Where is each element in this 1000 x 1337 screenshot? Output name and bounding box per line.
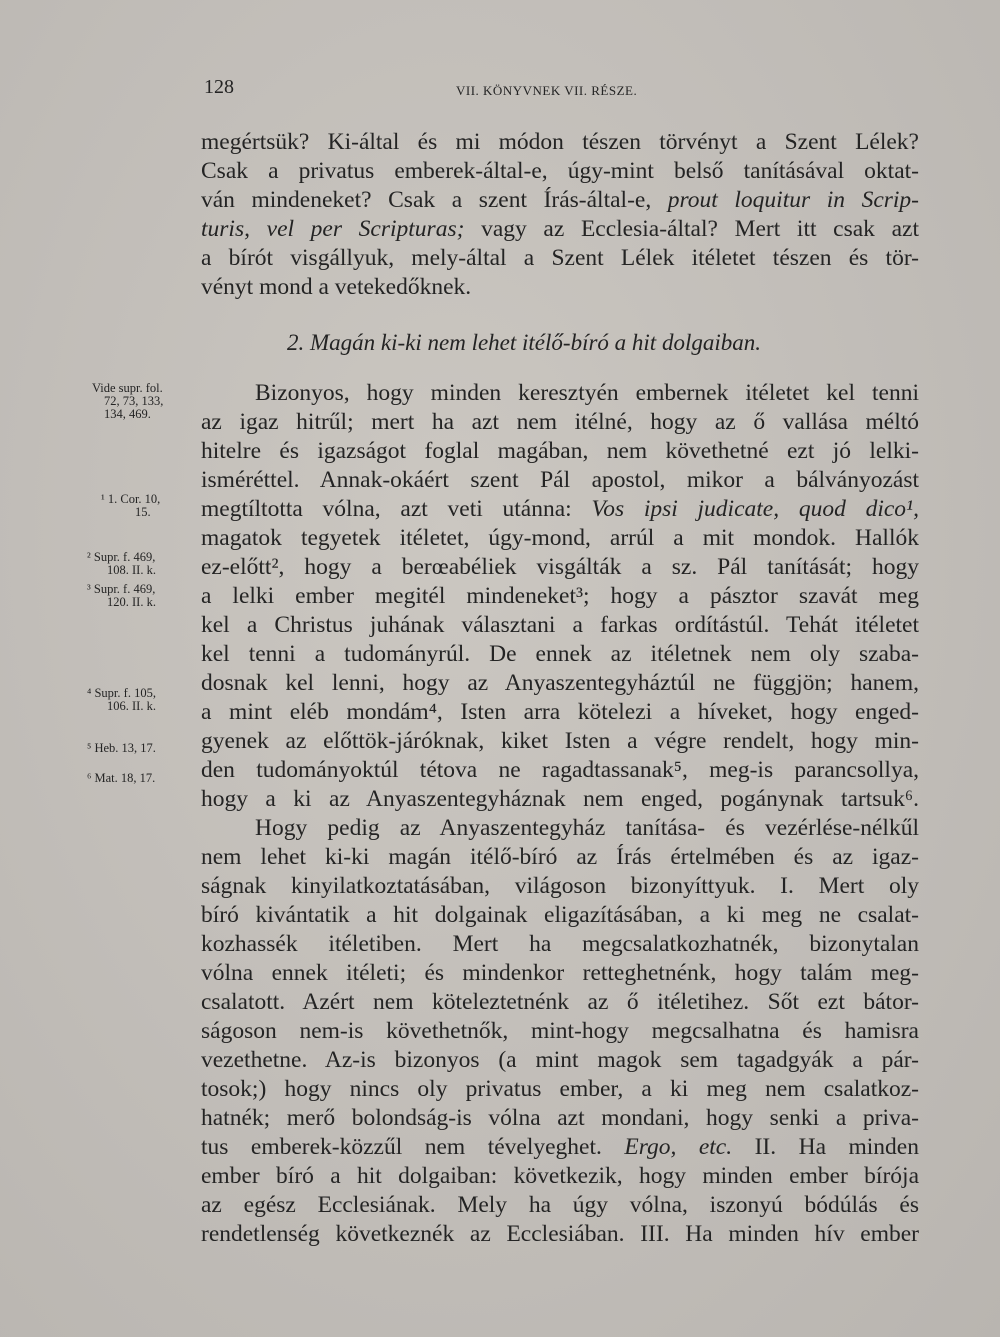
margin-note-line: 134, 469. [104, 407, 151, 421]
margin-note-line: Vide supr. fol. [92, 381, 163, 395]
text-run: ván mindeneket? Csak a szent Írás-által-e, [201, 187, 668, 213]
text-line: hogy a ki az Anyaszentegyháznak nem enged, pogánynak tartsuk⁶. [201, 786, 919, 812]
margin-note [87, 742, 156, 755]
text-line: den tudományoktúl tétova ne ragadtassanak⁵, meg-is parancsollya, [201, 757, 919, 783]
margin-note [87, 687, 156, 713]
margin-note-line: ¹ 1. Cor. 10, [101, 492, 161, 506]
text-run: vagy az Ecclesia-által? Mert itt csak azt [464, 216, 919, 242]
margin-note-line: ⁵ Heb. 13, 17. [87, 741, 156, 755]
text-line: ságnak kinyilatkoztatásában, világoson bizonyíttyuk. I. Mert oly [201, 873, 919, 899]
text-run: tus emberek-közzűl nem tévelyeghet. [201, 1134, 625, 1160]
text-line: ember bíró a hit dolgaiban: következik, hogy minden ember bírója [201, 1163, 919, 1189]
margin-note-line: ³ Supr. f. 469, [87, 582, 156, 596]
text-line: vényt mond a vetekedőknek. [201, 274, 472, 300]
text-line: dosnak kel lenni, hogy az Anyaszentegyháztúl ne függjön; hanem, [201, 670, 919, 696]
margin-note-line: 120. II. k. [107, 595, 156, 609]
page-number: 128 [204, 76, 234, 98]
text-line: ez-előtt², hogy a berœabéliek visgálták a sz. Pál tanítását; hogy [201, 554, 919, 580]
text-line: a bírót visgállyuk, mely-által a Szent Lélek itéletet tészen és tör- [201, 245, 919, 271]
text-line: az igaz hitrűl; mert ha azt nem itélné, hogy az ő vallása méltó [201, 409, 919, 435]
text-line: megértsük? Ki-által és mi módon tészen törvényt a Szent Lélek? [201, 129, 919, 155]
margin-note-line: 108. II. k. [107, 563, 156, 577]
text-line: kel tenni a tudományrúl. De ennek az itéletnek nem oly szaba- [201, 641, 919, 667]
running-head: VII. KÖNYVNEK VII. RÉSZE. [456, 83, 638, 98]
text-line: tosok;) hogy nincs oly privatus ember, a ki meg nem csalatkoz- [201, 1076, 919, 1102]
text-run: II. Ha minden [732, 1134, 919, 1160]
text-line: hatnék; merő bolondság-is vólna azt mondani, hogy senki a priva- [201, 1105, 919, 1131]
text-line: hitelre és igazságot foglal magában, nem követhetné ezt jó lelki- [201, 438, 919, 464]
text-line: kel a Christus juhának választani a farkas ordítástúl. Tehát itéletet [201, 612, 919, 638]
text-line [201, 185, 919, 215]
margin-note-line: 72, 73, 133, [104, 394, 164, 408]
text-line: Hogy pedig az Anyaszentegyház tanítása- és vezérlése-nélkűl [255, 815, 919, 841]
text-line: ságoson nem-is követhetnők, mint-hogy megcsalhatna és hamisra [201, 1018, 919, 1044]
latin-quote: Ergo, etc. [624, 1134, 733, 1160]
text-line: Csak a privatus emberek-által-e, úgy-mint belső tanításával oktat- [201, 158, 919, 184]
text-line: gyenek az előttök-járóknak, kiket Isten a végre rendelt, hogy min- [201, 728, 919, 754]
text-line: magatok tegyetek itéletet, úgy-mond, arrúl a mit mondok. Hallók [201, 525, 919, 551]
margin-note [87, 551, 156, 577]
text-line: rendetlenség következnék az Ecclesiában. III. Ha minden hív ember [201, 1221, 919, 1247]
text-line [201, 1132, 919, 1162]
text-line: vezethetne. Az-is bizonyos (a mint magok sem tagadgyák a pár- [201, 1047, 919, 1073]
text-line: isméréttel. Annak-okáért szent Pál apostol, mikor a bálványozást [201, 467, 919, 493]
margin-note-line: 106. II. k. [107, 699, 156, 713]
text-line: a mint eléb mondám⁴, Isten arra kötelezi a híveket, hogy enged- [201, 699, 919, 725]
text-line: a lelki ember megitél mindeneket³; hogy a pásztor szavát meg [201, 583, 919, 609]
text-line [201, 494, 919, 524]
margin-note-line: ⁶ Mat. 18, 17. [87, 771, 156, 785]
text-line: Bizonyos, hogy minden keresztyén embernek itéletet kel tenni [255, 380, 919, 406]
latin-quote: Vos ipsi judicate, quod dico¹, [591, 496, 919, 522]
text-run: megtíltotta vólna, azt veti utánna: [201, 496, 592, 522]
margin-note [87, 583, 156, 609]
section-heading: 2. Magán ki-ki nem lehet itélő-bíró a hit dolgaiban. [287, 330, 761, 355]
latin-quote: prout loquitur in Scrip- [667, 187, 919, 213]
margin-note-line: ² Supr. f. 469, [87, 550, 156, 564]
margin-note [92, 382, 163, 421]
text-line: csalatott. Azért nem köteleztetnénk az ő itéletihez. Sőt ezt bátor- [201, 989, 919, 1015]
text-line [201, 214, 919, 244]
text-line: bíró kivántatik a hit dolgainak eligazításában, a ki meg ne csalat- [201, 902, 919, 928]
text-line: kozhassék itéletiben. Mert ha megcsalatkozhatnék, bizonytalan [201, 931, 919, 957]
text-line: az egész Ecclesiának. Mely ha úgy vólna, iszonyú bódúlás és [201, 1192, 919, 1218]
text-line: nem lehet ki-ki magán itélő-bíró az Írás értelmében és az igaz- [201, 844, 919, 870]
latin-quote: turis, vel per Scripturas; [201, 216, 465, 242]
margin-note-line: ⁴ Supr. f. 105, [87, 686, 156, 700]
margin-note [101, 493, 160, 519]
text-line: vólna ennek itéleti; és mindenkor retteghetnénk, hogy talám meg- [201, 960, 919, 986]
margin-note [87, 772, 155, 785]
margin-note-line: 15. [135, 505, 151, 519]
